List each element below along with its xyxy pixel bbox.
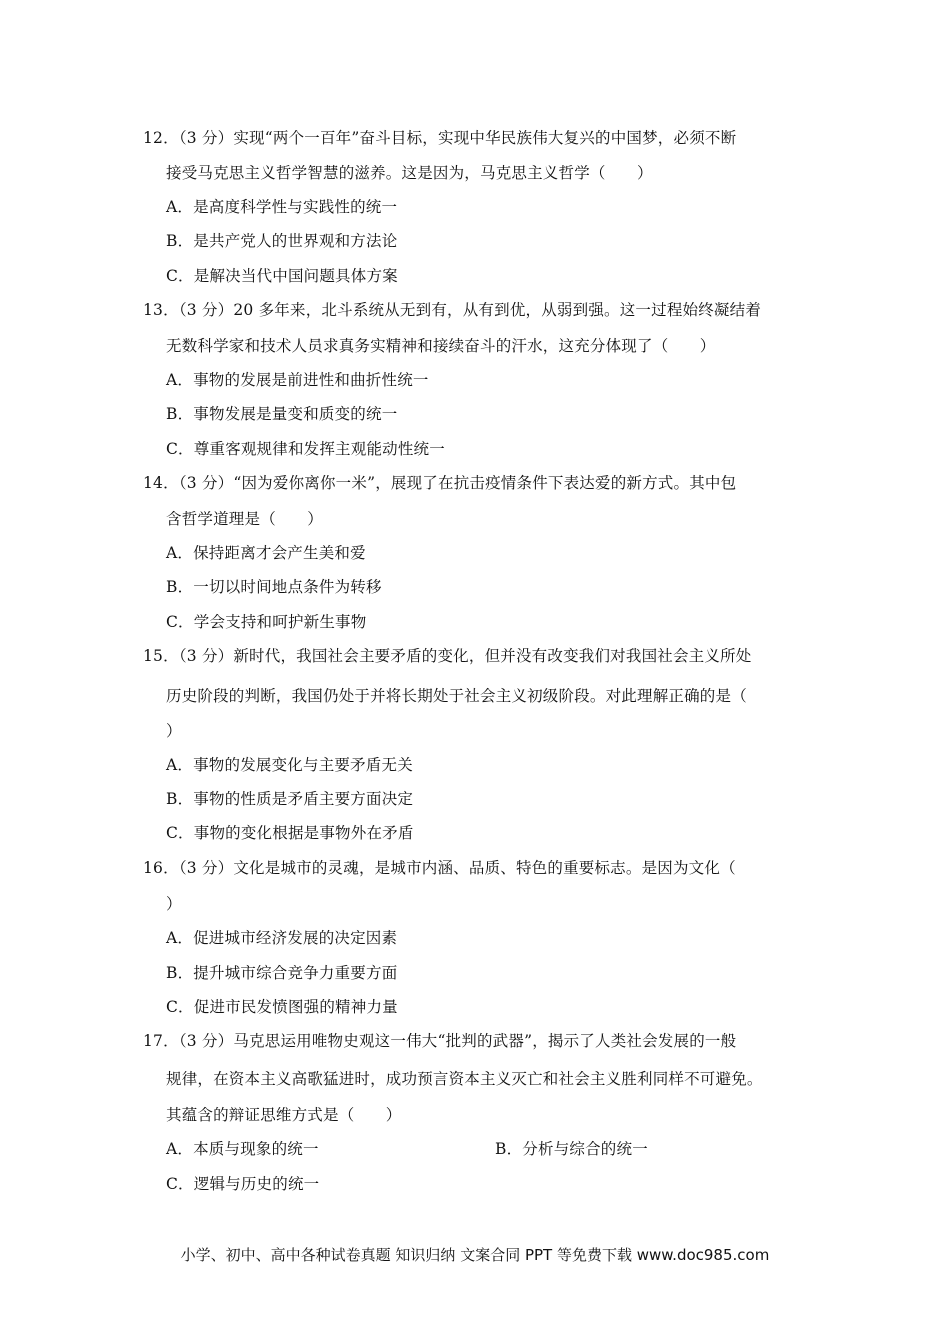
question-13-option-c: C．尊重客观规律和发挥主观能动性统一 — [166, 440, 445, 458]
question-13-line-2: 无数科学家和技术人员求真务实精神和接续奋斗的汗水，这充分体现了（ ） — [166, 337, 716, 355]
question-15-option-b: B．事物的性质是矛盾主要方面决定 — [166, 790, 414, 808]
question-12-line-1: 12．（3 分）实现“两个一百年”奋斗目标，实现中华民族伟大复兴的中国梦，必须不断 — [143, 129, 737, 147]
question-15-option-a: A．事物的发展变化与主要矛盾无关 — [166, 756, 413, 774]
question-17-line-1: 17．（3 分）马克思运用唯物史观这一伟大“批判的武器”，揭示了人类社会发展的一般 — [143, 1032, 737, 1050]
question-17-option-a: A．本质与现象的统一 — [166, 1140, 319, 1158]
question-12-option-b: B．是共产党人的世界观和方法论 — [166, 232, 398, 250]
question-12-option-c: C．是解决当代中国问题具体方案 — [166, 267, 398, 285]
question-17-line-3: 其蕴含的辩证思维方式是（ ） — [166, 1106, 402, 1124]
question-17-option-b: B．分析与综合的统一 — [495, 1140, 648, 1158]
question-12-option-a: A．是高度科学性与实践性的统一 — [166, 198, 398, 216]
question-16-option-c: C．促进市民发愤图强的精神力量 — [166, 998, 398, 1016]
question-12-line-2: 接受马克思主义哲学智慧的滋养。这是因为，马克思主义哲学（ ） — [166, 164, 653, 182]
question-17-option-c: C．逻辑与历史的统一 — [166, 1175, 320, 1193]
question-15-line-1: 15．（3 分）新时代，我国社会主要矛盾的变化，但并没有改变我们对我国社会主义所处 — [143, 647, 752, 665]
question-16-option-b: B．提升城市综合竞争力重要方面 — [166, 964, 398, 982]
question-15-option-c: C．事物的变化根据是事物外在矛盾 — [166, 824, 414, 842]
question-16-line-1: 16．（3 分）文化是城市的灵魂，是城市内涵、品质、特色的重要标志。是因为文化（ — [143, 859, 736, 877]
question-14-option-c: C．学会支持和呵护新生事物 — [166, 613, 367, 631]
question-14-line-1: 14．（3 分）“因为爱你离你一米”，展现了在抗击疫情条件下表达爱的新方式。其中包 — [143, 474, 737, 492]
question-15-line-3: ） — [166, 722, 182, 740]
question-14-line-2: 含哲学道理是（ ） — [166, 510, 324, 528]
question-14-option-a: A．保持距离才会产生美和爱 — [166, 544, 366, 562]
question-16-option-a: A．促进城市经济发展的决定因素 — [166, 929, 398, 947]
page-footer: 小学、初中、高中各种试卷真题 知识归纳 文案合同 PPT 等免费下载 www.doc985.com — [180, 1246, 770, 1264]
question-14-option-b: B．一切以时间地点条件为转移 — [166, 578, 382, 596]
question-15-line-2: 历史阶段的判断，我国仍处于并将长期处于社会主义初级阶段。对此理解正确的是（ — [166, 687, 747, 705]
question-16-line-2: ） — [166, 895, 182, 913]
question-17-line-2: 规律，在资本主义高歌猛进时，成功预言资本主义灭亡和社会主义胜利同样不可避免。 — [166, 1070, 763, 1088]
question-13-option-b: B．事物发展是量变和质变的统一 — [166, 405, 398, 423]
question-13-option-a: A．事物的发展是前进性和曲折性统一 — [166, 371, 429, 389]
question-13-line-1: 13．（3 分）20 多年来，北斗系统从无到有，从有到优，从弱到强。这一过程始终凝结着 — [143, 301, 762, 319]
